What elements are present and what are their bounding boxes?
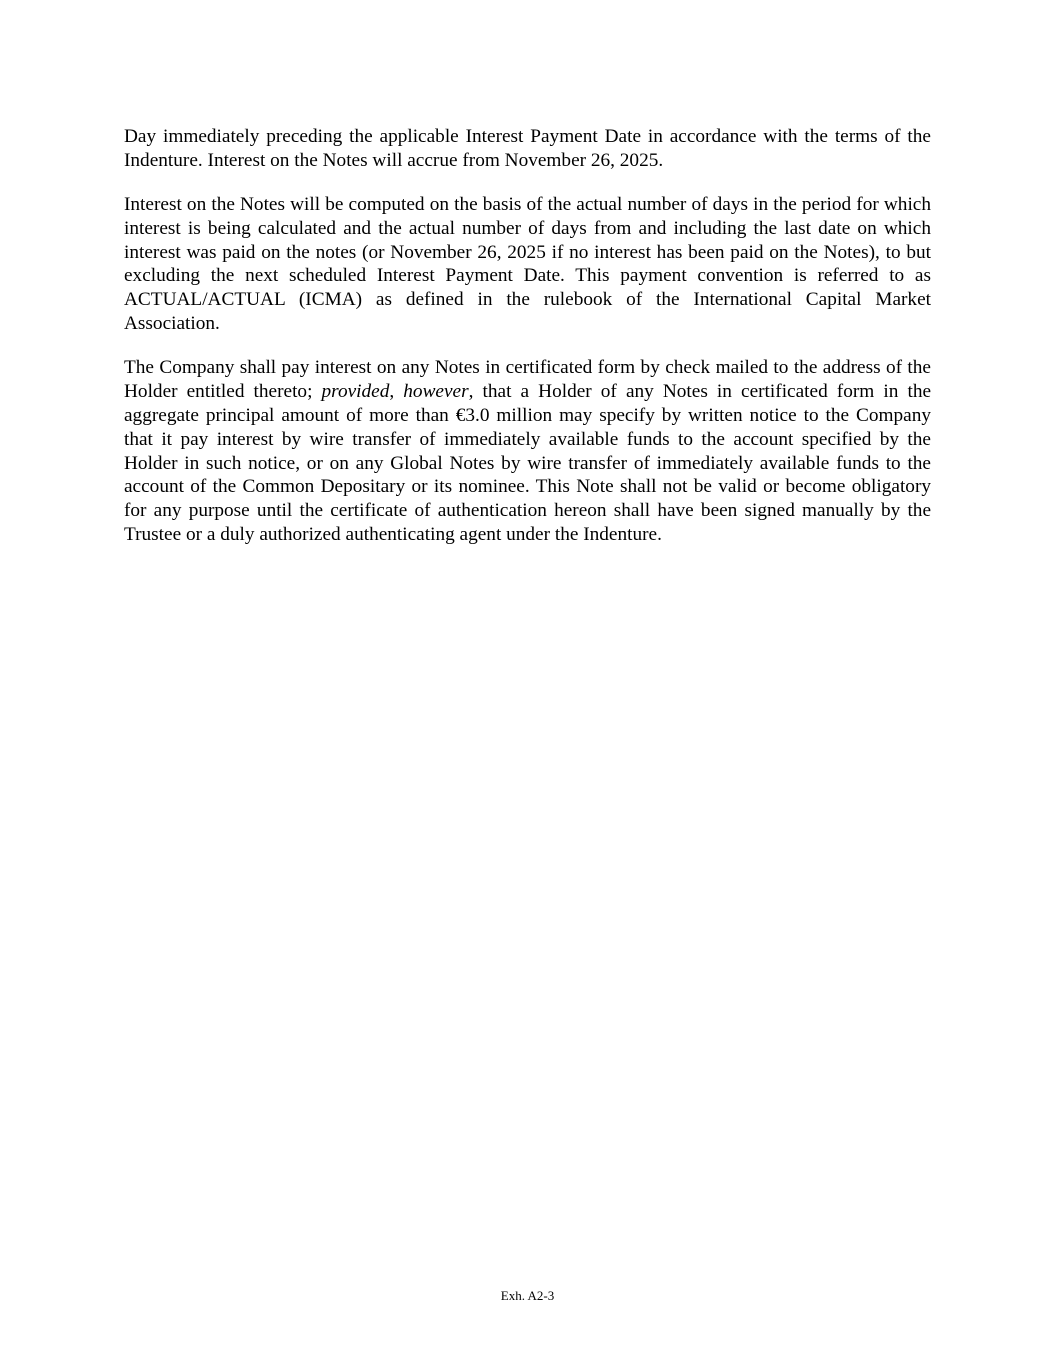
paragraph-text-segment: , that a Holder of any Notes in certificated form in the aggregate principal amount of more than €3.0 million may specify by written notice to the Company that it pay interest by wire transfer of immediately available funds to the account specified by the Holder in such notice, or on any Global Notes by wire transfer of immediately available funds to the account of the Common Depositary or its nominee. This Note shall not be valid or become obligatory for any purpose until the certificate of authentication hereon shall have been signed manually by the Trustee or a duly authorized authenticating agent under the Indenture. <box>124 381 932 545</box>
document-body <box>124 125 931 567</box>
paragraph-interest-computation: Interest on the Notes will be computed on the basis of the actual number of days in the period for which interest is being calculated and the actual number of days from and including the last date on which interest was paid on the notes (or November 26, 2025 if no interest has been paid on the Notes), to but excluding the next scheduled Interest Payment Date. This payment convention is referred to as ACTUAL/ACTUAL (ICMA) as defined in the rulebook of the International Capital Market Association. <box>124 194 931 335</box>
paragraph-text-segment: The Company shall pay interest on any Notes in certificated form by check mailed to the address of the Holder entitled thereto; <box>124 357 931 403</box>
italic-provided: provided <box>321 381 390 403</box>
paragraph-interest-accrual: Day immediately preceding the applicable Interest Payment Date in accordance with the terms of the Indenture. Interest on the Notes will accrue from November 26, 2025. <box>124 126 931 171</box>
page-footer: Exh. A2-3 <box>500 1288 555 1303</box>
paragraph-interest-payment <box>124 356 931 546</box>
italic-however: however <box>403 381 469 403</box>
paragraph-text-segment: , <box>389 381 404 403</box>
